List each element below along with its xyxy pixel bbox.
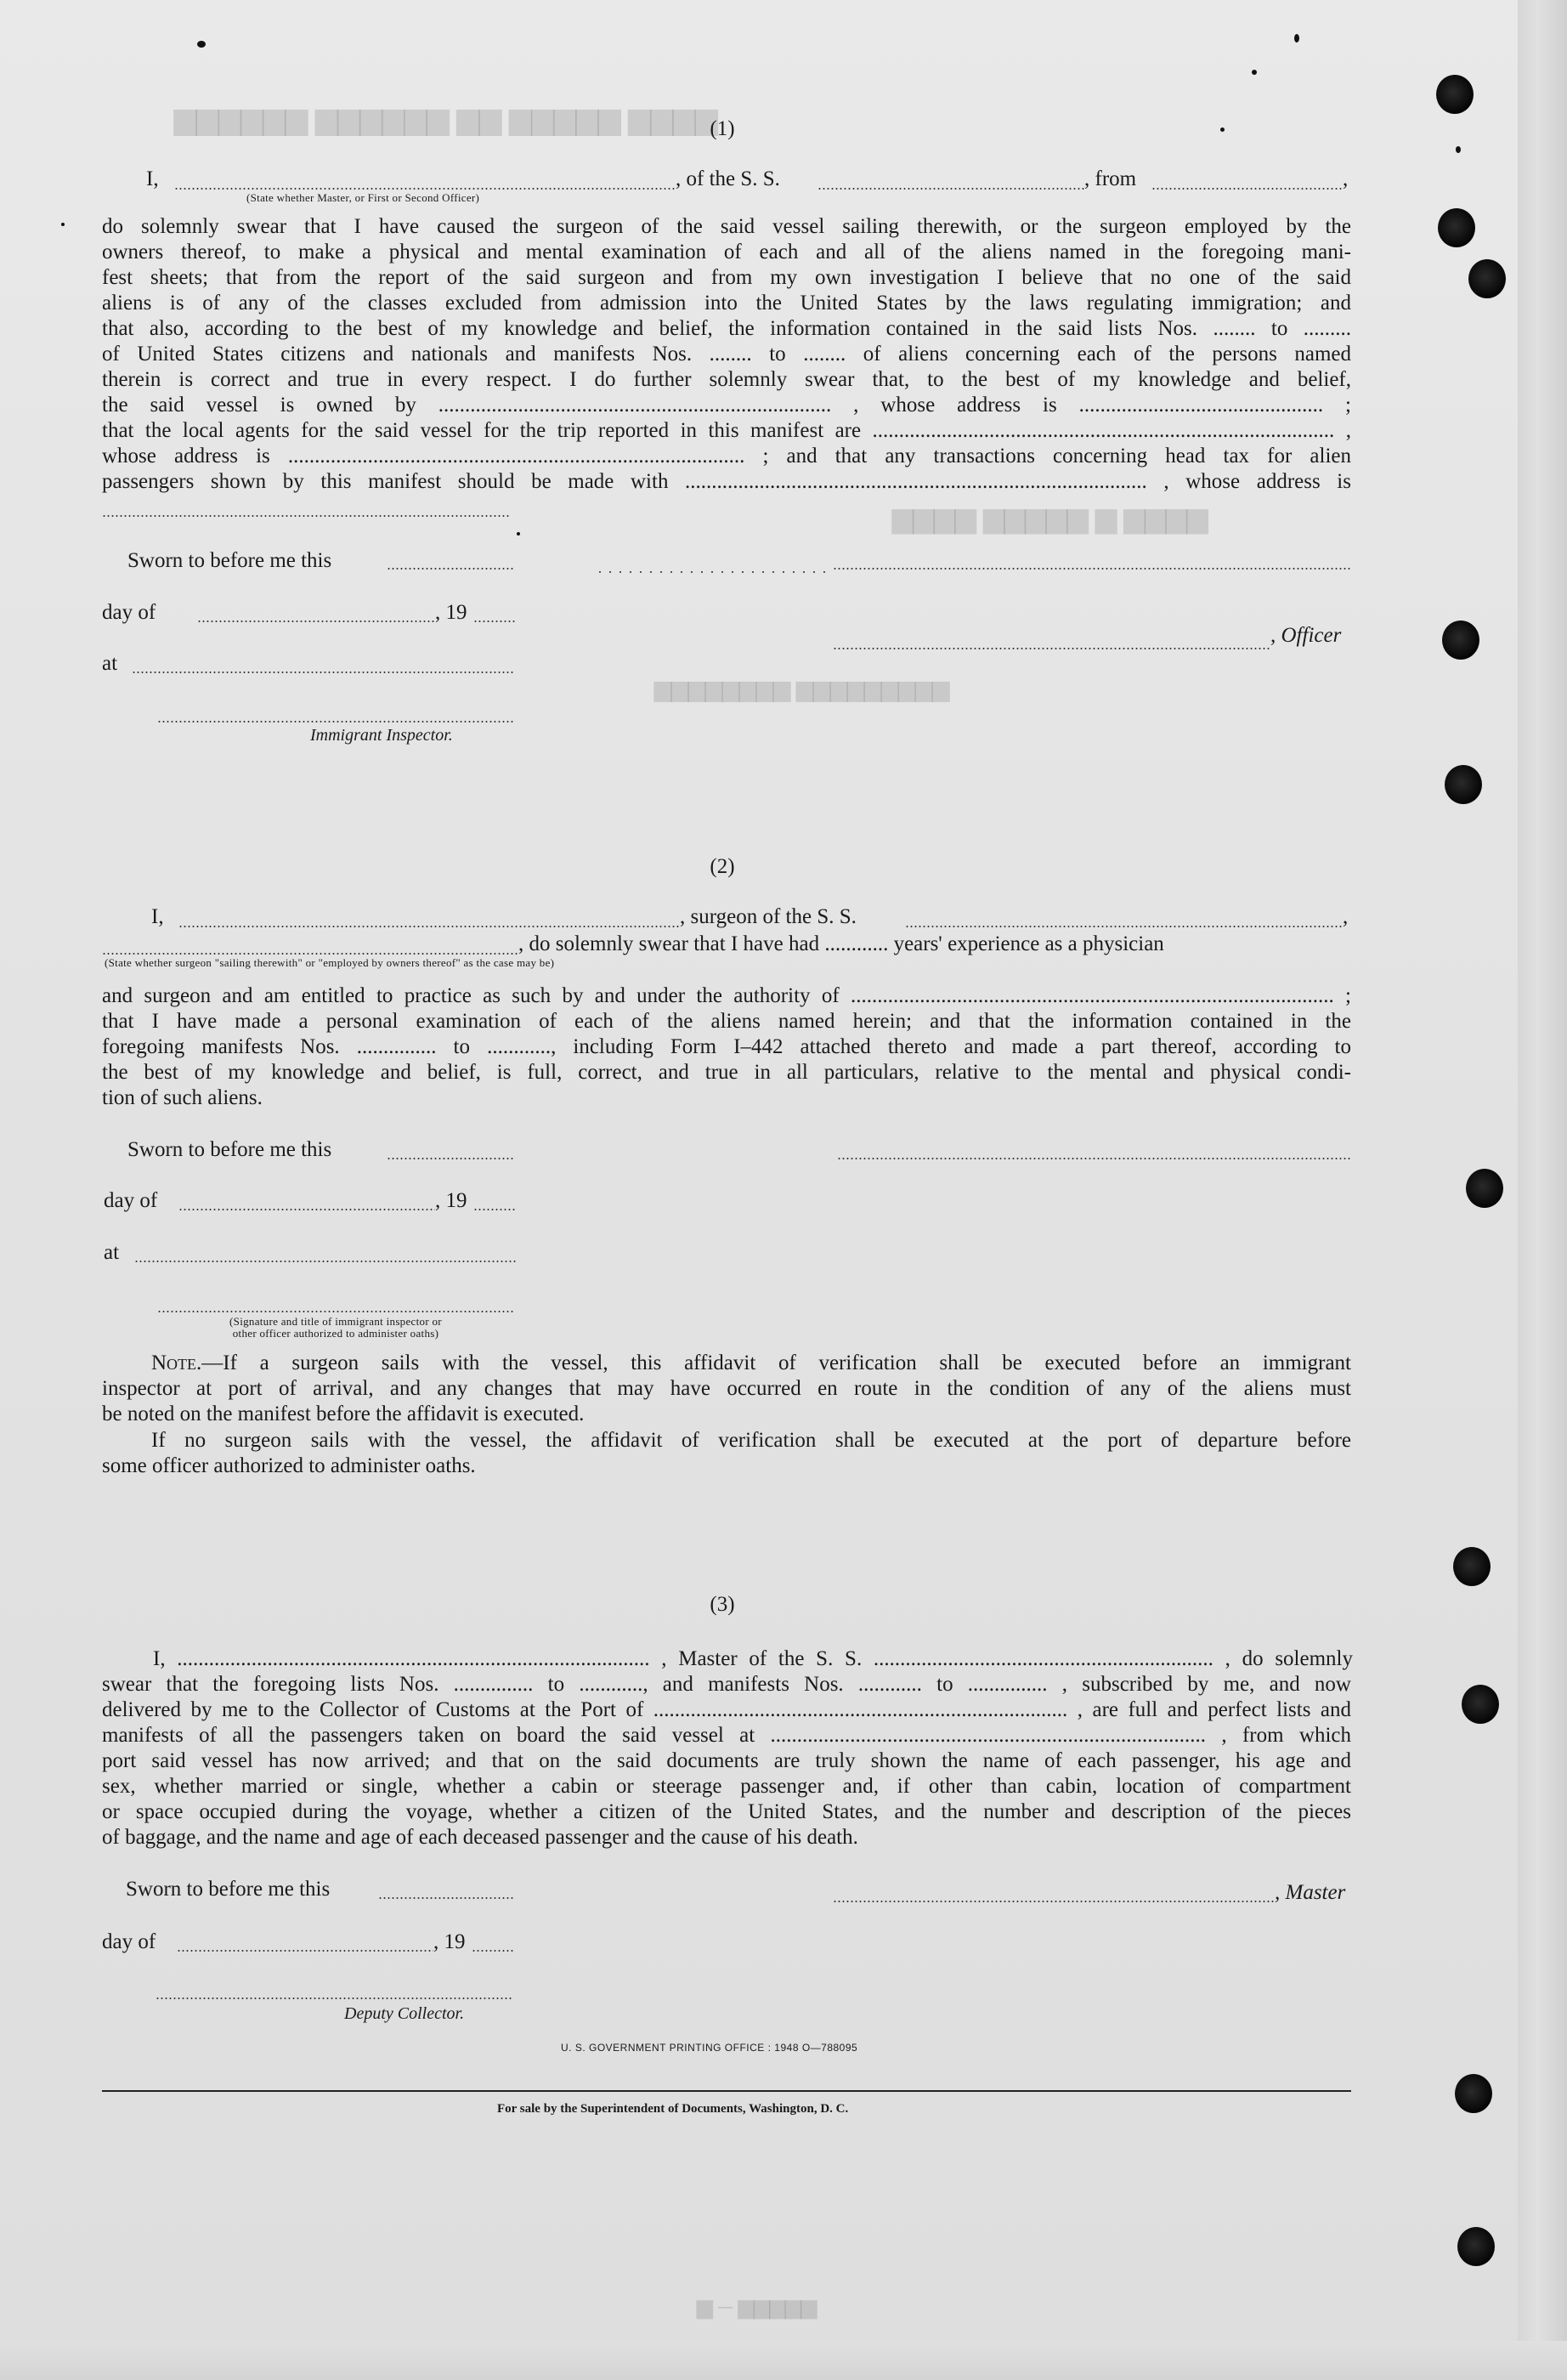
punch-hole — [1453, 1547, 1491, 1586]
sec2-surgeon-of-label: , surgeon of the S. S. — [680, 905, 857, 928]
sec1-year-field[interactable] — [473, 620, 516, 622]
sec1-line: do solemnly swear that I have caused the surgeon of the said vessel sailing therewith, or the surgeon employed by the — [102, 215, 1351, 238]
sec3-master-signature-field[interactable] — [833, 1901, 1275, 1902]
sec1-sworn-label: Sworn to before me this — [127, 549, 332, 572]
sec2-line: the best of my knowledge and belief, is full, correct, and true in all particulars, relative to the mental and physical condi- — [102, 1061, 1351, 1084]
sec1-inspector-label: Immigrant Inspector. — [310, 726, 453, 745]
sec1-dotted-mark — [595, 571, 829, 573]
punch-hole — [1438, 208, 1475, 247]
sec2-surgeon-status-field[interactable] — [102, 953, 518, 955]
speck — [61, 223, 65, 226]
sec3-year-field[interactable] — [472, 1950, 514, 1952]
sec2-at-field[interactable] — [134, 1261, 517, 1262]
sec1-i-label: I, — [146, 167, 159, 190]
sec1-line: that also, according to the best of my knowledge and belief, the information contained in the said lists Nos. ........ to ......... — [102, 317, 1351, 340]
sec2-line: that I have made a personal examination of each of the aliens named herein; and that the information contained in the — [102, 1010, 1351, 1033]
sec2-note-line — [151, 1351, 1351, 1376]
sec2-line: and surgeon and am entitled to practice as such by and under the authority of ........................................................................................... ; — [102, 984, 1351, 1007]
sec3-year-label: , 19 — [433, 1930, 466, 1953]
bleed-through-mark: ▆▆▆▆ ▆ ▆▆▆▆▆ ▆▆▆▆ — [892, 502, 1208, 533]
sec1-line: whose address is ...................................................................................... ; and that any transactions concerning head tax for alien — [102, 445, 1351, 468]
sec2-i-label: I, — [151, 905, 164, 928]
sec1-at-label: at — [102, 652, 118, 675]
sec1-line: fest sheets; that from the report of the said surgeon and from my own investigation I believe that no one of the said — [102, 266, 1351, 289]
page-edge-bottom — [0, 2341, 1567, 2380]
sec3-sworn-label: Sworn to before me this — [126, 1878, 331, 1901]
sec2-surgeon-name-field[interactable] — [178, 926, 680, 927]
sec2-year-label: , 19 — [435, 1189, 467, 1212]
speck — [517, 532, 520, 536]
printing-office-imprint: U. S. GOVERNMENT PRINTING OFFICE : 1948 O—788095 — [561, 2042, 858, 2054]
sec3-line: I, ......................................................................................... , Master of the S. S. ................................................................ , do solemnly — [153, 1647, 1353, 1670]
sec2-note-line: inspector at port of arrival, and any changes that may have occurred en route in the condition of any of the aliens must — [102, 1377, 1351, 1400]
sec1-ship-name-field[interactable] — [817, 188, 1084, 190]
sec2-note2-line: some officer authorized to administer oaths. — [102, 1454, 476, 1477]
bleed-through-mark: ▆▆▆▆ ▆▆▆▆▆ ▆▆ ▆▆▆▆▆▆ ▆▆▆▆▆▆ — [174, 103, 718, 135]
sec1-comma: , — [1343, 167, 1349, 190]
punch-hole — [1462, 1685, 1499, 1724]
sec3-line: or space occupied during the voyage, whether a citizen of the United States, and the number and description of the pieces — [102, 1800, 1351, 1823]
sec2-signature-note: other officer authorized to administer oaths) — [232, 1327, 439, 1340]
sec2-year-field[interactable] — [473, 1209, 516, 1210]
sec2-surgeon-signature-field[interactable] — [837, 1158, 1351, 1159]
sec3-collector-label: Deputy Collector. — [344, 2004, 465, 2023]
sec2-line: tion of such aliens. — [102, 1086, 263, 1109]
punch-hole — [1457, 2227, 1495, 2266]
sec3-line: swear that the foregoing lists Nos. ............... to ............, and manifests Nos. ............ to ............... , subscribed by me, and now — [102, 1673, 1351, 1696]
sec1-of-ss-label: , of the S. S. — [676, 167, 780, 190]
sec3-line: sex, whether married or single, whether a cabin or steerage passenger and, if other than cabin, location of compartment — [102, 1775, 1351, 1798]
note-label: Note. — [151, 1352, 202, 1374]
sec3-day-of-label: day of — [102, 1930, 156, 1953]
sec1-line: passengers shown by this manifest should be made with ....................................................................................... , whose address is — [102, 470, 1351, 493]
sec3-line: port said vessel has now arrived; and that on the said documents are truly shown the name of each passenger, his age and — [102, 1749, 1351, 1772]
sec3-collector-signature-field[interactable] — [156, 1998, 512, 1999]
sec1-officer-signature-field[interactable] — [833, 568, 1351, 570]
speck — [1294, 34, 1299, 42]
sec1-day-field[interactable] — [197, 620, 435, 622]
sec1-officer-name-field[interactable] — [174, 188, 676, 190]
punch-hole — [1442, 620, 1479, 660]
punch-hole — [1466, 1169, 1503, 1208]
sec2-note2-line: If no surgeon sails with the vessel, the affidavit of verification shall be executed at the port of departure before — [151, 1429, 1351, 1452]
sec2-day-field[interactable] — [178, 1209, 435, 1210]
sec1-line: therein is correct and true in every respect. I do further solemnly swear that, to the best of my knowledge and belief, — [102, 368, 1351, 391]
sec2-sworn-date-field[interactable] — [387, 1158, 514, 1159]
footer-rule — [102, 2090, 1351, 2092]
sec1-officer-note: (State whether Master, or First or Second Officer) — [246, 191, 480, 204]
sec1-line: aliens is of any of the classes excluded from admission into the United States by the laws regulating immigration; and — [102, 292, 1351, 314]
sec3-day-field[interactable] — [177, 1950, 433, 1952]
sec2-swear-line: , do solemnly swear that I have had ............ years' experience as a physician — [518, 932, 1164, 955]
note-text: —If a surgeon sails with the vessel, this affidavit of verification shall be executed before an immigrant — [201, 1352, 1351, 1374]
punch-hole — [1436, 75, 1474, 114]
sec2-comma: , — [1343, 905, 1349, 928]
sec1-day-of-label: day of — [102, 601, 156, 624]
sec1-at-field[interactable] — [132, 672, 514, 673]
bleed-through-mark: ▆▆▆▆▆ ─ ▆ — [697, 2296, 817, 2319]
sec1-sworn-date-field[interactable] — [387, 568, 514, 570]
sec1-line: that the local agents for the said vessel for the trip reported in this manifest are ....................................................................................... , — [102, 419, 1351, 442]
page-edge-right — [1518, 0, 1567, 2380]
punch-hole — [1445, 765, 1482, 804]
sec1-line: the said vessel is owned by .......................................................................... , whose address is .............................................. ; — [102, 394, 1351, 416]
sec2-at-label: at — [104, 1241, 120, 1264]
sale-notice: For sale by the Superintendent of Documents, Washington, D. C. — [497, 2102, 849, 2116]
sec2-line: foregoing manifests Nos. ............... to ............, including Form I–442 attached thereto and made a part thereof, according to — [102, 1035, 1351, 1058]
punch-hole — [1468, 259, 1506, 298]
sec2-signature-note: (Signature and title of immigrant inspector or — [229, 1315, 442, 1328]
sec2-inspector-signature-field[interactable] — [157, 1311, 514, 1312]
sec1-officer-label: , Officer — [1270, 624, 1342, 647]
sec1-officer-line[interactable] — [833, 648, 1270, 649]
sec1-from-field[interactable] — [1151, 188, 1343, 190]
sec1-from-label: , from — [1084, 167, 1137, 190]
speck — [1456, 146, 1461, 153]
sec1-line: owners thereof, to make a physical and mental examination of each and all of the aliens named in the foregoing mani- — [102, 241, 1351, 264]
sec2-ship-name-field[interactable] — [905, 926, 1343, 927]
section-1-number: (1) — [710, 117, 735, 140]
sec2-note-line: be noted on the manifest before the affidavit is executed. — [102, 1402, 585, 1425]
sec3-line: of baggage, and the name and age of each deceased passenger and the cause of his death. — [102, 1826, 858, 1849]
sec2-surgeon-note: (State whether surgeon "sailing therewith" or "employed by owners thereof" as the case may be) — [105, 956, 555, 969]
section-3-number: (3) — [710, 1593, 735, 1616]
sec3-sworn-date-field[interactable] — [378, 1897, 514, 1899]
sec3-master-label: , Master — [1275, 1881, 1346, 1904]
sec1-year-label: , 19 — [435, 601, 467, 624]
punch-hole — [1455, 2074, 1492, 2113]
sec2-sworn-label: Sworn to before me this — [127, 1138, 332, 1161]
sec1-line: of United States citizens and nationals and manifests Nos. ........ to ........ of aliens concerning each of the persons named — [102, 343, 1351, 366]
sec3-line: manifests of all the passengers taken on board the said vessel at .................................................................................. , from which — [102, 1724, 1351, 1747]
speck — [1252, 70, 1257, 75]
sec2-day-of-label: day of — [104, 1189, 158, 1212]
speck — [197, 41, 206, 48]
section-2-number: (2) — [710, 855, 735, 878]
bleed-through-mark: ▆▆▆▆▆▆▆▆▆ ▆▆▆▆▆▆▆▆ — [654, 676, 950, 701]
sec1-address-field[interactable] — [102, 515, 510, 517]
sec3-line: delivered by me to the Collector of Customs at the Port of .............................................................................. , are full and perfect lists and — [102, 1698, 1351, 1721]
